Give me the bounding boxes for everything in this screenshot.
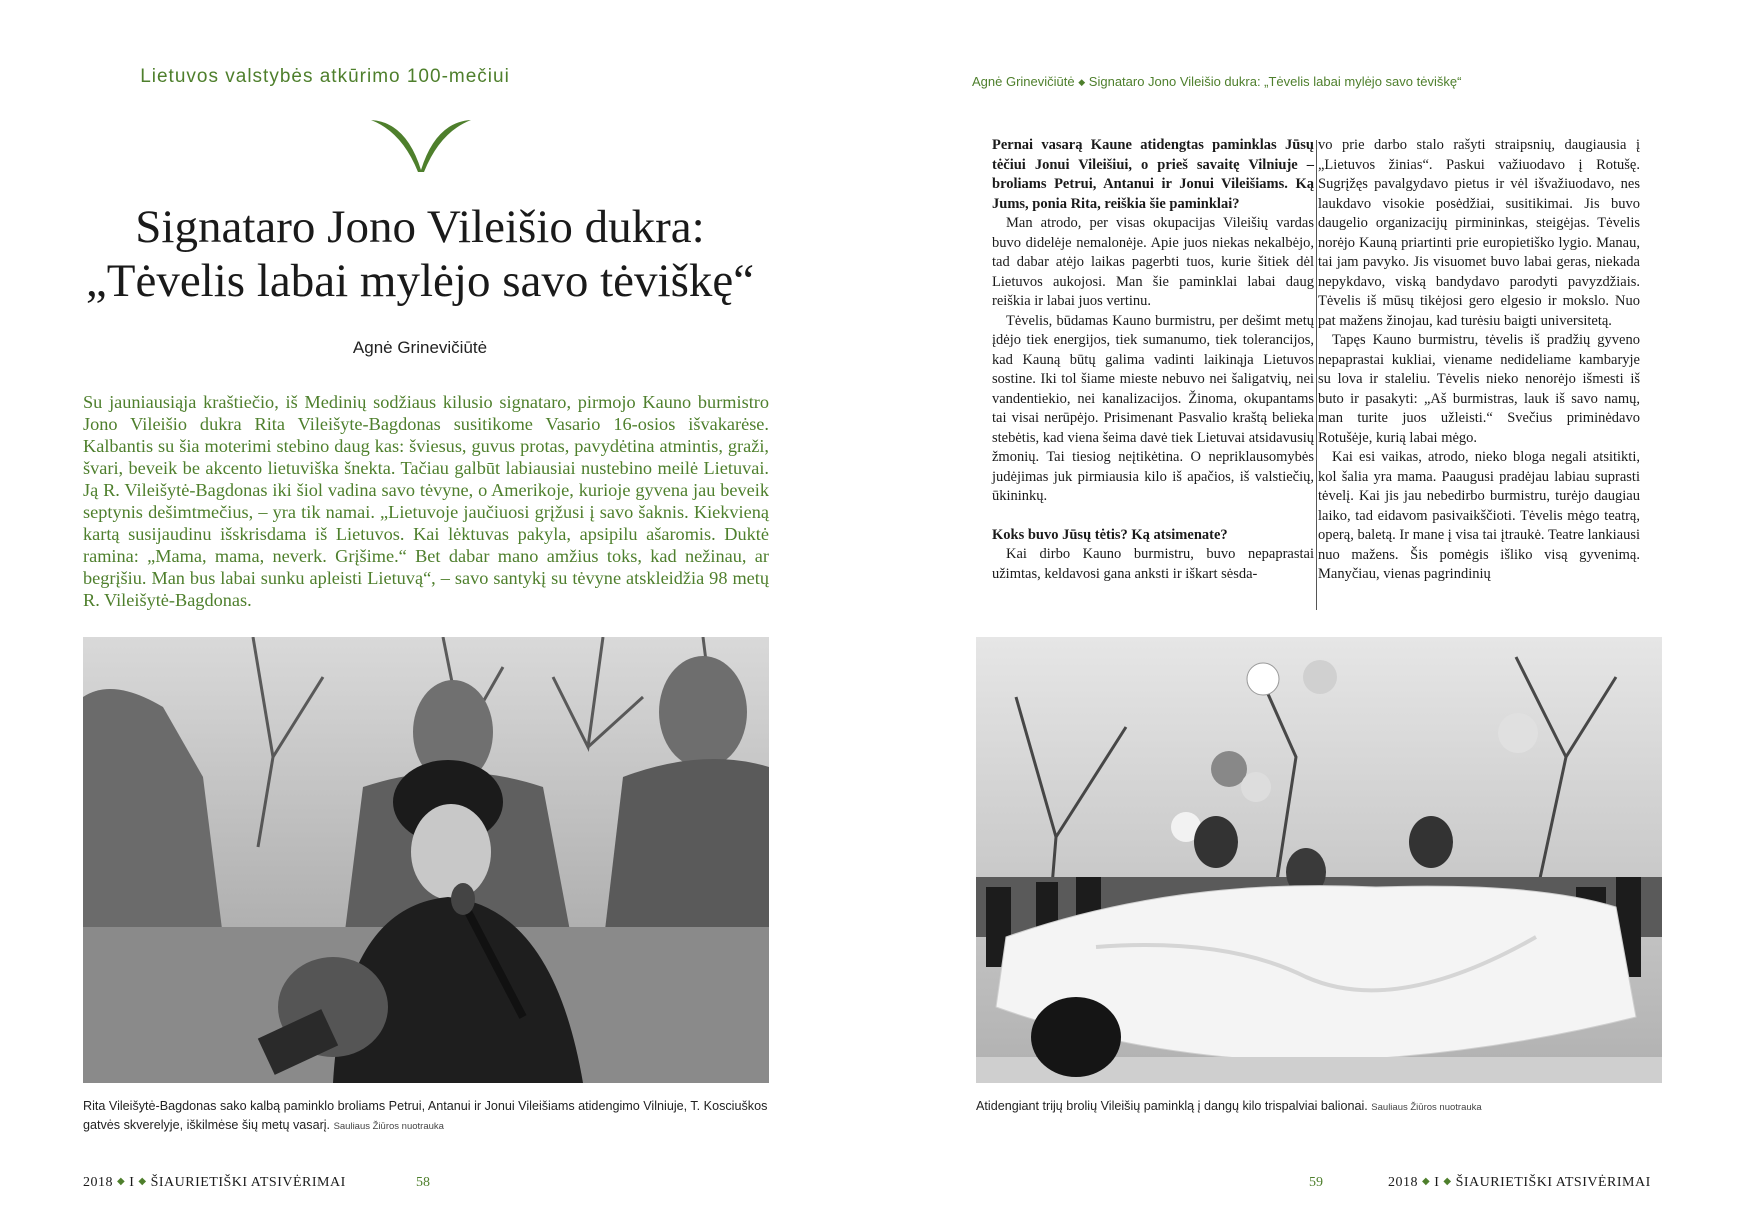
photo-monument-unveiling-image [976,637,1662,1083]
photo-caption-right [976,1097,1676,1117]
footer-year: 2018 [83,1175,113,1190]
running-head-separator-icon: ◆ [1078,77,1086,87]
photo-monument-unveiling [976,637,1662,1083]
page-number-right: 59 [1309,1175,1323,1190]
chevron-ornament-icon [366,112,476,172]
interview-question: Pernai vasarą Kaune atidengtas paminklas Jūsų tėčiui Jonui Vileišiui, o prieš savaitę Vilniuje – broliams Petrui, Antanui ir Jonui Vileišiams. Ką Jums, ponia Rita, reiškia šie paminklai? [992,137,1314,212]
paragraph: Tėvelis, būdamas Kauno burmistru, per dešimt metų įdėjo tiek energijos, tiek sumanumo, tiek tolerancijos, kad Kauną būtų galima vadinti laikinąja Lietuvos sostine. Iki tol šiame mieste nebuvo nei šaligatvių, nei vandentiekio, nei kanalizacijos. Žinoma, okupantams tai visai nerūpėjo. Prisimenant Pasvalio kraštą belieka stebėtis, kad viena šeima davė tiek Lietuvai atsidavusių žmonių. Tai tiesiog neįtikėtina. O nepriklausomybės judėjimas juk pirmiausia kilo iš apačios, iš valstiečių, ūkininkų. [992,312,1314,504]
paragraph: vo prie darbo stalo rašyti straipsnių, daugiausia į „Lietuvos žinias“. Paskui važiuodavo į Rotušę. Sugrįžęs pavalgydavo pietus ir vėl išvažiuodavo, nes laukdavo visokie posėdžiai, susitikimai. Jis buvo daugelio organizacijų pirmininkas, steigėjas. Tėvelis norėjo Kauną priartinti prie europietiško lygio. Manau, tai jam pavyko. Jis visuomet buvo labai geras, niekada nepykdavo, viską bandydavo parodyti pavyzdžiais. Tėvelis iš mūsų tikėjosi gero elgesio ir mokslo. Nuo pat mažens žinojau, kad turėsiu baigti universitetą. [1318,137,1640,329]
caption-text: Atidengiant trijų brolių Vileišių paminklą į dangų kilo trispalviai balionai. [976,1099,1368,1113]
footer-right [1388,1175,1651,1191]
footer-left [83,1175,346,1191]
paragraph: Man atrodo, per visas okupacijas Vileišių vardas buvo didelėje nemalonėje. Apie juos niekas nekalbėjo, tad dabar atėjo laikas pagerbti tuos, kurie šitiek dėl Lietuvos aukojosi. Man šie paminklai labai daug reiškia ir labai juos vertinu. [992,215,1314,309]
footer-dot-icon: ◆ [1443,1176,1452,1187]
paragraph: Kai dirbo Kauno burmistru, buvo nepaprastai užimtas, keldavosi gana anksti ir iškart sėsda- [992,546,1314,582]
footer-magazine: ŠIAURIETIŠKI ATSIVĖRIMAI [150,1175,346,1190]
footer-year: 2018 [1388,1175,1418,1190]
running-head-title: Signataro Jono Vileišio dukra: „Tėvelis labai mylėjo savo tėviškę“ [1088,74,1462,89]
interview-question: Koks buvo Jūsų tėtis? Ką atsimenate? [992,526,1228,543]
section-label: Lietuvos valstybės atkūrimo 100-mečiui [140,66,510,87]
paragraph: Kai esi vaikas, atrodo, nieko bloga negali atsitikti, kol šalia yra mama. Paaugusi pradėjau labiau suprasti tėvelį. Kai jis jau nebedirbo burmistru, turėjo daugiau laiko, tad eidavom pasivaikščioti. Tėvelis mėgo teatrą, operą, baletą. Ir mane į visa tai įtraukė. Teatre lankiausi nuo mažens. Šis pomėgis išliko visą gyvenimą. Manyčiau, vienas pagrindinių [1318,449,1640,582]
page-number-left: 58 [416,1175,430,1190]
footer-magazine: ŠIAURIETIŠKI ATSIVĖRIMAI [1455,1175,1651,1190]
photo-rita-speech [83,637,769,1083]
paragraph: Tapęs Kauno burmistru, tėvelis iš pradžių gyveno nepaprastai kukliai, viename nedideliame kambaryje su lova ir staleliu. Tėvelis nieko nenorėjo išmesti iš buto ir pasakyti: „Aš burmistras, lauk iš savo namų, man turite juos užleisti.“ Svečius priminėdavo Rotušėje, kurią labai mėgo. [1318,332,1640,446]
photo-caption-left [83,1097,783,1136]
title-line-1: Signataro Jono Vileišio dukra: [135,201,705,253]
footer-dot-icon: ◆ [1422,1176,1431,1187]
caption-text: Rita Vileišytė-Bagdonas sako kalbą paminklo broliams Petrui, Antanui ir Jonui Vileišiams atidengimo Vilniuje, T. Kosciuškos gatvės skverelyje, iškilmėse šių metų vasarį. [83,1099,768,1132]
article-lead: Su jauniausiąja kraštiečio, iš Medinių sodžiaus kilusio signataro, pirmojo Kauno burmistro Jono Vileišio dukra Rita Vileišyte-Bagdonas susitikome Vasario 16-osios išvakarėse. Kalbantis su šia moterimi stebino daug kas: šviesus, guvus protas, pavydėtina atmintis, graži, švari, beveik be akcento lietuviška šnekta. Tačiau galbūt labiausiai nustebino meilė Lietuvai. Ją R. Vileišytė-Bagdonas iki šiol vadina savo tėvyne, o Amerikoje, kurioje gyvena jau beveik septynis dešimtmečius, – yra tik namai. „Lietuvoje jaučiuosi grįžusi į savo šaknis. Kiekvieną kartą susijaudinu išskrisdama iš Lietuvos. Kai lėktuvas pakyla, apsipilu ašaromis. Duktė ramina: „Mama, mama, neverk. Grįšime.“ Bet dabar mano amžius toks, kad nežinau, ar begrįšiu. Man bus labai sunku apleisti Lietuvą“, – savo santykį su tėvyne atskleidžia 98 metų R. Vileišytė-Bagdonas. [83,392,769,610]
article-title [60,200,780,308]
running-head [972,74,1672,89]
footer-dot-icon: ◆ [117,1176,126,1187]
text-column-left [992,136,1314,584]
caption-credit: Sauliaus Žiūros nuotrauka [333,1121,444,1132]
footer-issue: I [129,1175,135,1190]
title-line-2: „Tėvelis labai mylėjo savo tėviškę“ [85,255,755,307]
article-author: Agnė Grinevičiūtė [352,338,488,357]
running-head-author: Agnė Grinevičiūtė [972,74,1075,89]
footer-dot-icon: ◆ [138,1176,147,1187]
column-divider [1316,140,1317,610]
footer-issue: I [1434,1175,1440,1190]
text-column-right [1318,136,1640,585]
photo-rita-speech-image [83,637,769,1083]
caption-credit: Sauliaus Žiūros nuotrauka [1371,1102,1482,1113]
